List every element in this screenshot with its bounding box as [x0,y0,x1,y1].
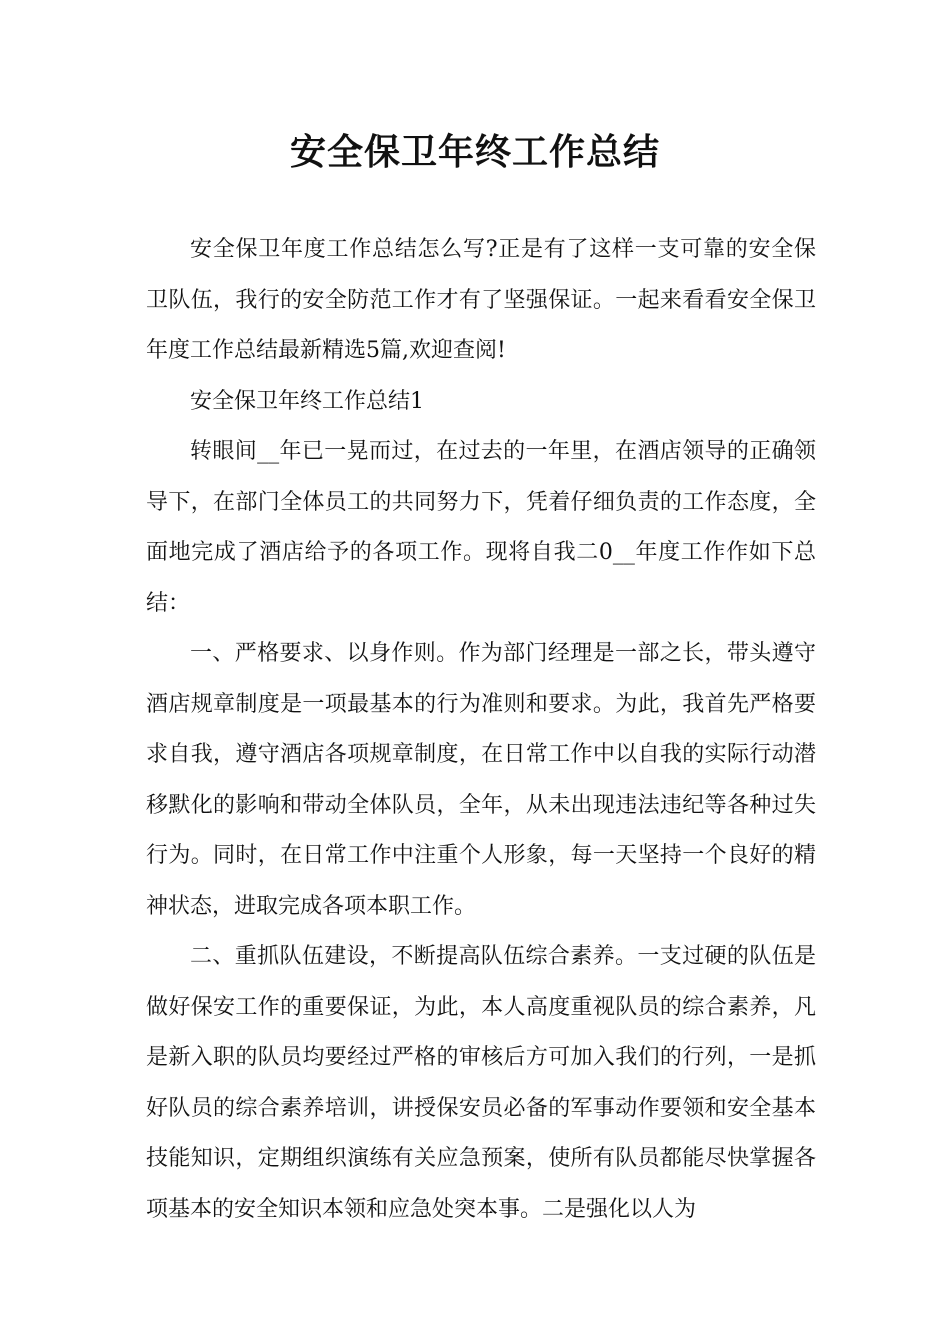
section-heading: 安全保卫年终工作总结1 [190,388,424,414]
document-title: 安全保卫年终工作总结 [289,132,660,173]
point-two-paragraph: 二、重抓队伍建设，不断提高队伍综合素养。一支过硬的队伍是做好保安工作的重要保证，为此，本人高度重视队员的综合素养，凡是新入职的队员均要经过严格的审核后方可加入我们的行列，一是抓好队员的综合素养培训，讲授保安员必备的军事动作要领和安全基本技能知识，定期组织演练有关应急预案，使所有队员都能尽快掌握各项基本的安全知识本领和应急处突本事。二是强化以人为 [146,944,816,1222]
intro-paragraph: 安全保卫年度工作总结怎么写?正是有了这样一支可靠的安全保卫队伍，我行的安全防范工作才有了坚强保证。一起来看看安全保卫年度工作总结最新精选5篇,欢迎查阅! [146,237,816,363]
point-one-paragraph: 一、严格要求、以身作则。作为部门经理是一部之长，带头遵守酒店规章制度是一项最基本的行为准则和要求。为此，我首先严格要求自我，遵守酒店各项规章制度，在日常工作中以自我的实际行动潜移默化的影响和带动全体队员，全年，从未出现违法违纪等各种过失行为。同时，在日常工作中注重个人形象，每一天坚持一个良好的精神状态，进取完成各项本职工作。 [146,641,816,919]
document-body [146,225,816,1235]
summary-paragraph: 转眼间__年已一晃而过，在过去的一年里，在酒店领导的正确领导下，在部门全体员工的共同努力下，凭着仔细负责的工作态度，全面地完成了酒店给予的各项工作。现将自我二0__年度工作作如下总结： [146,439,816,616]
